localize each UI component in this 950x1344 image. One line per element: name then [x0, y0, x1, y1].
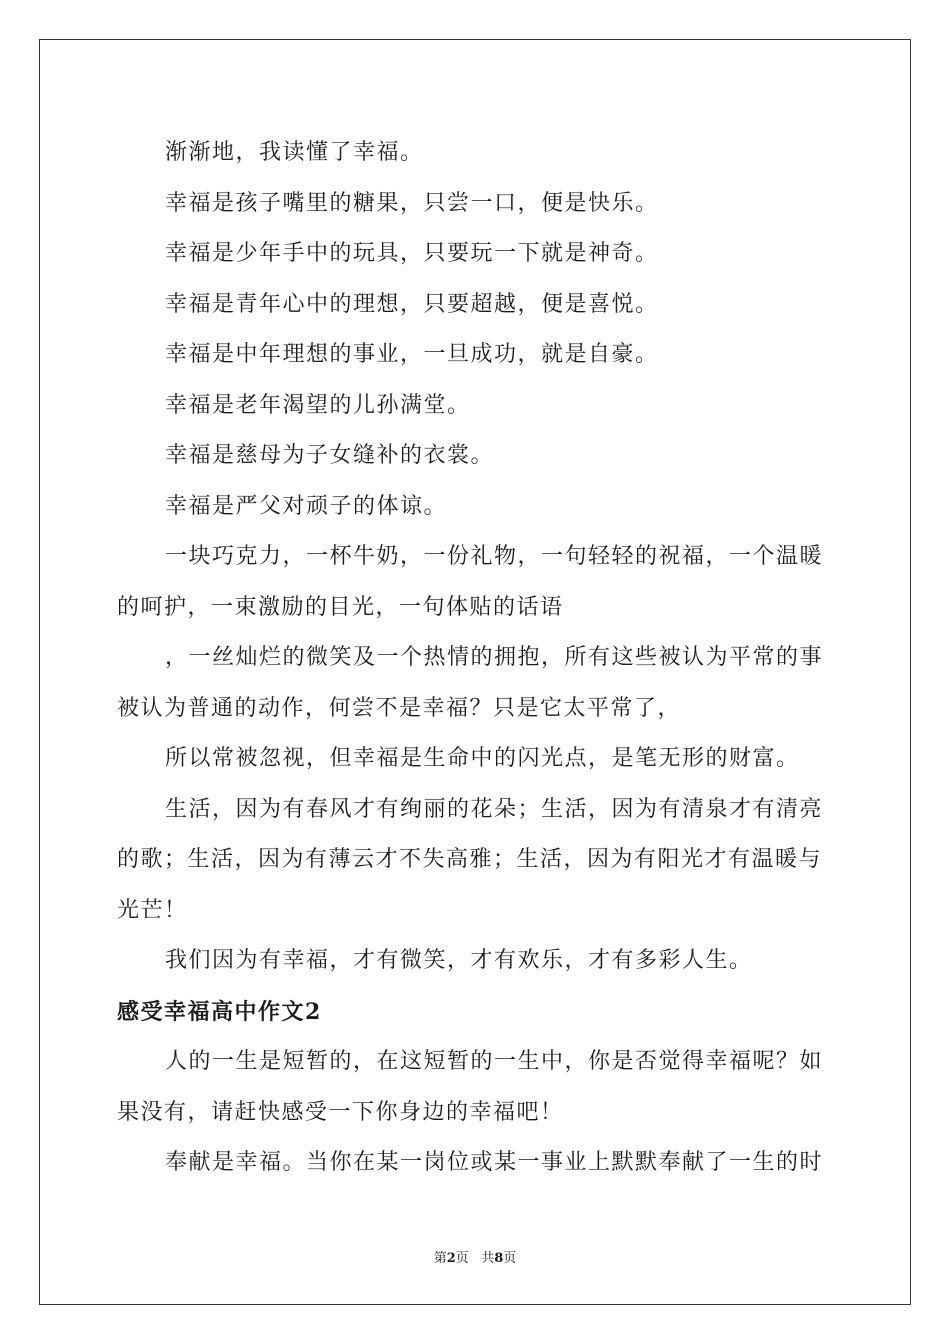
paragraph: 幸福是中年理想的事业，一旦成功，就是自豪。: [165, 342, 659, 367]
paragraph: 奉献是幸福。当你在某一岗位或某一事业上默默奉献了一生的时: [165, 1150, 824, 1175]
paragraph: 生活，因为有春风才有绚丽的花朵；生活，因为有清泉才有清亮的歌；生活，因为有薄云才不失高雅；生活，因为有阳光才有温暖与光芒！: [117, 796, 824, 923]
paragraph: 人的一生是短暂的，在这短暂的一生中，你是否觉得幸福呢？如果没有，请赶快感受一下你身边的幸福吧！: [117, 1049, 824, 1125]
paragraph: 所以常被忽视，但幸福是生命中的闪光点，是笔无形的财富。: [165, 746, 800, 771]
paragraph: 我们因为有幸福，才有微笑，才有欢乐，才有多彩人生。: [165, 948, 753, 973]
footer-prefix: 第: [433, 1251, 447, 1266]
footer-total-prefix: 共: [481, 1251, 495, 1266]
paragraph: 幸福是严父对顽子的体谅。: [165, 493, 448, 519]
paragraph: 幸福是少年手中的玩具，只要玩一下就是神奇。: [165, 241, 659, 266]
document-body: [117, 128, 837, 1189]
paragraph: 幸福是慈母为子女缝补的衣裳。: [165, 443, 495, 468]
footer-page-number: 2: [446, 1251, 456, 1266]
paragraph: 幸福是孩子嘴里的糖果，只尝一口，便是快乐。: [165, 190, 659, 216]
paragraph: 渐渐地，我读懂了幸福。: [165, 140, 424, 165]
footer-total-pages: 8: [494, 1251, 504, 1266]
paragraph: 幸福是青年心中的理想，只要超越，便是喜悦。: [165, 291, 659, 317]
footer-page-suffix: 页: [455, 1251, 469, 1266]
paragraph: ，一丝灿烂的微笑及一个热情的拥抱，所有这些被认为平常的事被认为普通的动作，何尝不是幸福？只是它太平常了，: [117, 645, 824, 721]
paragraph: 幸福是老年渴望的儿孙满堂。: [165, 392, 471, 418]
section-heading: 感受幸福高中作文2: [117, 998, 322, 1025]
footer-total-suffix: 页: [503, 1251, 517, 1266]
paragraph: 一块巧克力，一杯牛奶，一份礼物，一句轻轻的祝福，一个温暖的呵护，一束激励的目光，一句体贴的话语: [117, 544, 824, 620]
page-footer: [0, 1247, 950, 1266]
